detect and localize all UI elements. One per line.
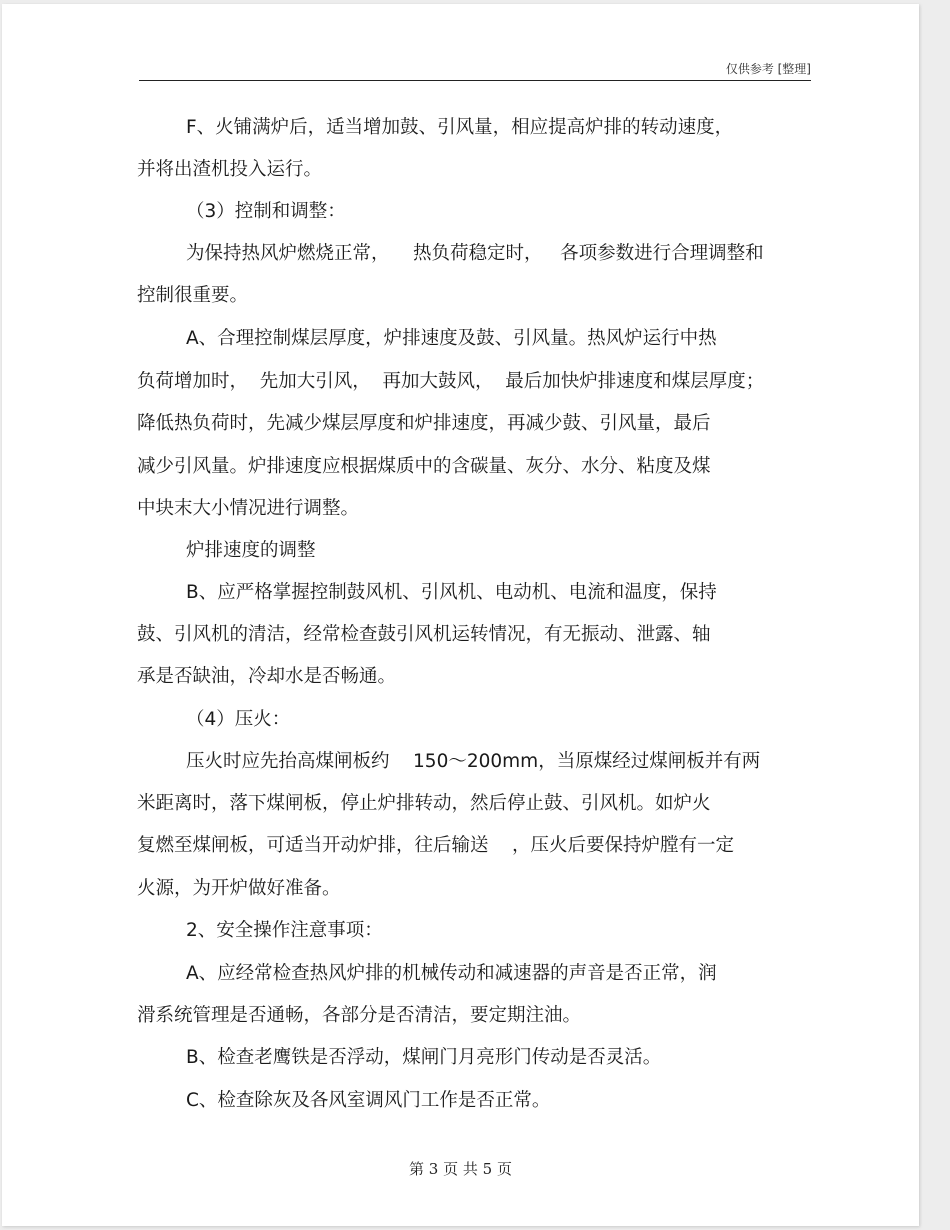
text-line: 压火时应先抬高煤闸板约 150～200mm，当原煤经过煤闸板并有两 bbox=[186, 751, 761, 772]
text-line: 鼓、引风机的清洁，经常检查鼓引风机运转情况，有无振动、泄露、轴 bbox=[137, 624, 711, 645]
header-note: 仅供参考 [整理] bbox=[725, 62, 811, 76]
text-line: 火源，为开炉做好准备。 bbox=[137, 878, 341, 899]
text-line: C、检查除灰及各风室调风门工作是否正常。 bbox=[186, 1090, 551, 1111]
text-line: 控制很重要。 bbox=[137, 285, 249, 306]
text-line: 并将出渣机投入运行。 bbox=[137, 159, 323, 180]
text-line: B、检查老鹰铁是否浮动，煤闸门月亮形门传动是否灵活。 bbox=[186, 1047, 662, 1068]
text-line: 中块末大小情况进行调整。 bbox=[137, 498, 360, 519]
text-line: 降低热负荷时，先减少煤层厚度和炉排速度，再减少鼓、引风量，最后 bbox=[137, 413, 711, 434]
text-line: A、合理控制煤层厚度，炉排速度及鼓、引风量。热风炉运行中热 bbox=[186, 328, 717, 349]
page-footer: 第 3 页 共 5 页 bbox=[409, 1160, 512, 1178]
text-line: 承是否缺油，冷却水是否畅通。 bbox=[137, 666, 397, 687]
text-line: 滑系统管理是否通畅，各部分是否清洁，要定期注油。 bbox=[137, 1005, 582, 1026]
text-line: 炉排速度的调整 bbox=[186, 540, 316, 561]
document-page bbox=[2, 4, 919, 1226]
text-line: B、应严格掌握控制鼓风机、引风机、电动机、电流和温度，保持 bbox=[186, 582, 717, 603]
text-line: A、应经常检查热风炉排的机械传动和减速器的声音是否正常，润 bbox=[186, 963, 717, 984]
text-line: 减少引风量。炉排速度应根据煤质中的含碳量、灰分、水分、粘度及煤 bbox=[137, 456, 711, 477]
text-line: （3）控制和调整： bbox=[186, 201, 346, 222]
text-line: （4）压火： bbox=[186, 709, 291, 730]
text-line: 为保持热风炉燃烧正常， 热负荷稳定时， 各项参数进行合理调整和 bbox=[186, 243, 764, 264]
text-line: F、火铺满炉后，适当增加鼓、引风量，相应提高炉排的转动速度， bbox=[186, 117, 734, 138]
text-line: 负荷增加时， 先加大引风， 再加大鼓风， 最后加快炉排速度和煤层厚度； bbox=[137, 371, 765, 392]
text-line: 2、安全操作注意事项： bbox=[186, 920, 383, 941]
text-line: 复燃至煤闸板，可适当开动炉排，往后输送 ，压火后要保持炉膛有一定 bbox=[137, 835, 735, 856]
header-divider bbox=[139, 80, 811, 81]
text-line: 米距离时，落下煤闸板，停止炉排转动，然后停止鼓、引风机。如炉火 bbox=[137, 793, 711, 814]
